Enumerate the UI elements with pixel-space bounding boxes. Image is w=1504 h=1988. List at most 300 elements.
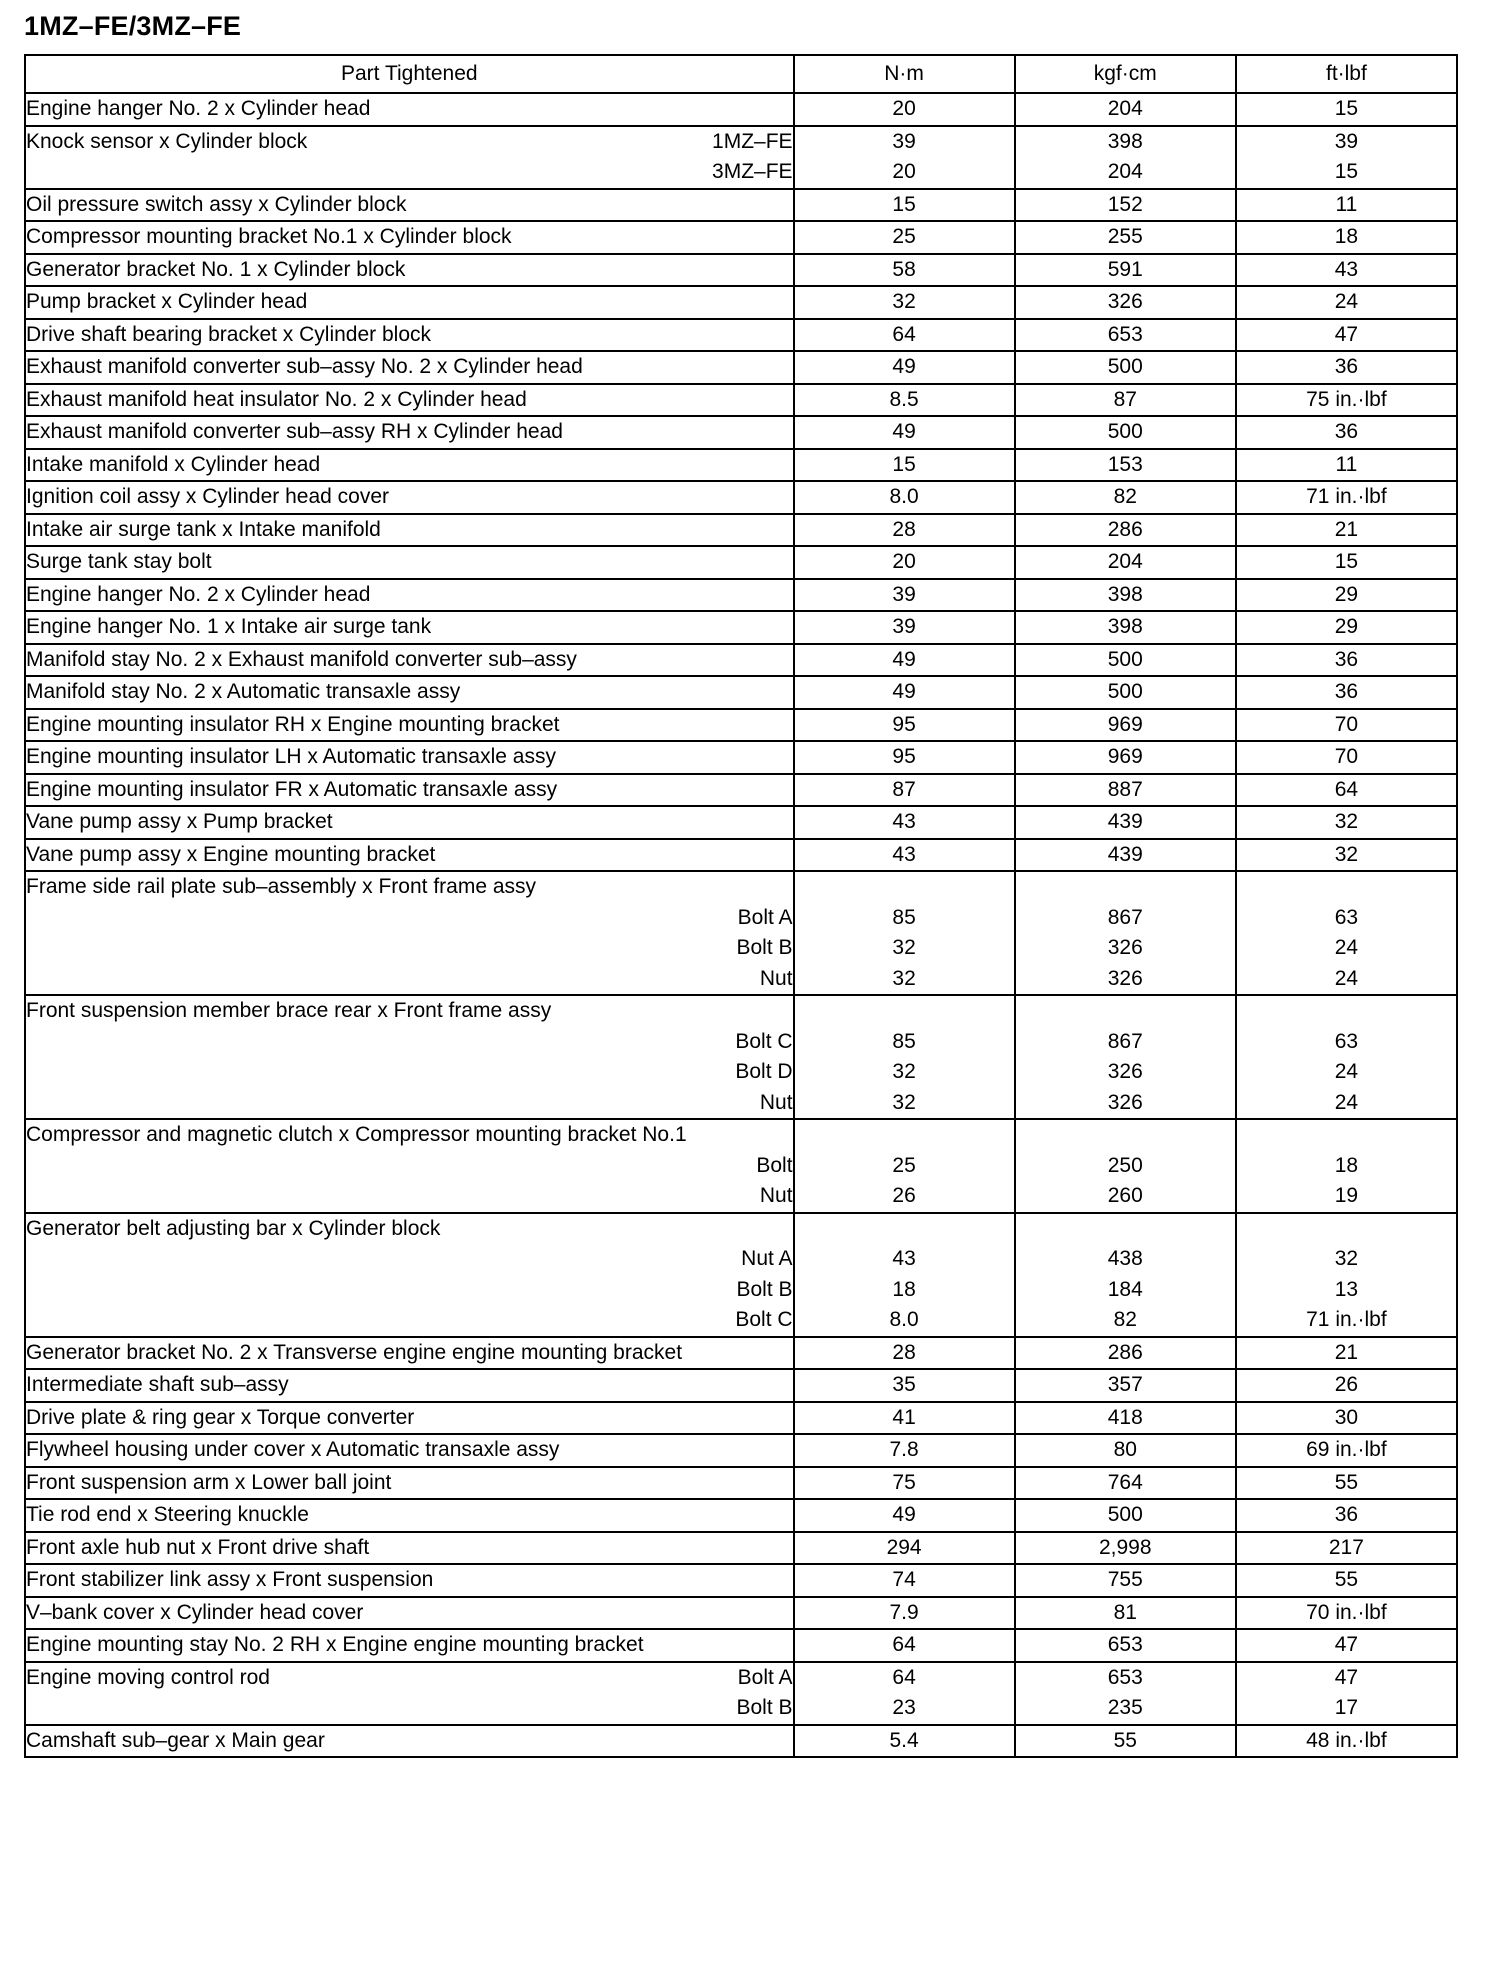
table-row (25, 741, 1457, 774)
table-row (25, 1369, 1457, 1402)
part-name: Drive shaft bearing bracket x Cylinder block (26, 322, 432, 346)
kgf-cm-value-cell (1015, 1434, 1236, 1467)
part-name: Front axle hub nut x Front drive shaft (26, 1535, 370, 1559)
part-cell (25, 481, 794, 514)
nm-value: 49 (892, 1503, 916, 1526)
part-name: Camshaft sub–gear x Main gear (26, 1728, 325, 1752)
part-cell (25, 449, 794, 482)
table-row (25, 871, 1457, 995)
part-name: Engine mounting insulator RH x Engine mounting bracket (26, 712, 560, 736)
nm-value-cell (794, 351, 1015, 384)
kgf-cm-value-cell (1015, 1662, 1236, 1725)
table-row (25, 1564, 1457, 1597)
kgf-cm-value-cell (1015, 611, 1236, 644)
ft-lbf-value: 15 (1334, 160, 1359, 183)
ft-lbf-value: 29 (1334, 582, 1359, 606)
part-cell (25, 319, 794, 352)
kgf-cm-value-cell (1015, 1467, 1236, 1500)
part-name: Engine hanger No. 2 x Cylinder head (26, 582, 371, 606)
ft-lbf-value-cell (1236, 93, 1457, 126)
part-name: Exhaust manifold converter sub–assy RH x Cylinder head (26, 420, 563, 443)
part-name: Engine mounting stay No. 2 RH x Engine engine mounting bracket (26, 1633, 644, 1656)
kgf-cm-value: 653 (1107, 1665, 1143, 1689)
ft-lbf-value-cell (1236, 995, 1457, 1119)
part-name: Front suspension arm x Lower ball joint (26, 1470, 392, 1494)
kgf-cm-value-cell (1015, 839, 1236, 872)
table-row (25, 676, 1457, 709)
nm-value-cell (794, 126, 1015, 189)
table-row (25, 1725, 1457, 1758)
nm-value-cell (794, 319, 1015, 352)
part-cell (25, 1532, 794, 1565)
nm-value: 49 (892, 420, 916, 443)
ft-lbf-value: 71 in.·lbf (1306, 1308, 1387, 1331)
kgf-cm-value: 357 (1107, 1373, 1143, 1396)
part-cell (25, 1467, 794, 1500)
ft-lbf-value-cell (1236, 1564, 1457, 1597)
part-cell (25, 1213, 794, 1337)
kgf-cm-value: 204 (1107, 550, 1143, 573)
ft-lbf-value-cell (1236, 449, 1457, 482)
ft-lbf-value: 36 (1334, 1503, 1359, 1526)
nm-value: 8.0 (889, 485, 919, 508)
kgf-cm-value-cell (1015, 1725, 1236, 1758)
ft-lbf-value-cell (1236, 1662, 1457, 1725)
part-name: Surge tank stay bolt (26, 550, 212, 573)
kgf-cm-value: 500 (1107, 355, 1143, 378)
nm-value-cell (794, 709, 1015, 742)
kgf-cm-value: 887 (1107, 777, 1143, 801)
nm-value-cell (794, 1725, 1015, 1758)
sub-label: Bolt D (735, 1060, 793, 1083)
nm-value: 39 (892, 129, 916, 153)
sub-label: 3MZ–FE (712, 160, 793, 183)
kgf-cm-value: 418 (1107, 1405, 1143, 1429)
table-row (25, 384, 1457, 417)
nm-value: 32 (892, 290, 916, 313)
table-row (25, 449, 1457, 482)
part-cell (25, 546, 794, 579)
nm-value: 43 (892, 1247, 916, 1270)
part-cell (25, 1402, 794, 1435)
part-cell (25, 1499, 794, 1532)
kgf-cm-value: 500 (1107, 680, 1143, 703)
nm-value: 15 (892, 452, 916, 476)
nm-value-cell (794, 1434, 1015, 1467)
part-name: Engine moving control rod (26, 1665, 270, 1689)
ft-lbf-value: 70 (1334, 745, 1359, 768)
ft-lbf-value-cell (1236, 319, 1457, 352)
table-row (25, 254, 1457, 287)
ft-lbf-value: 21 (1334, 1340, 1359, 1364)
page-title: 1MZ–FE/3MZ–FE (24, 11, 242, 41)
part-name: Exhaust manifold heat insulator No. 2 x Cylinder head (26, 387, 527, 411)
nm-value: 85 (892, 905, 916, 929)
kgf-cm-value-cell (1015, 1499, 1236, 1532)
part-name: Engine hanger No. 2 x Cylinder head (26, 97, 371, 120)
nm-value: 43 (892, 810, 916, 833)
nm-value-cell (794, 676, 1015, 709)
part-name: Front stabilizer link assy x Front suspension (26, 1568, 434, 1591)
kgf-cm-value-cell (1015, 416, 1236, 449)
table-row (25, 1532, 1457, 1565)
part-cell (25, 1119, 794, 1213)
part-name: Manifold stay No. 2 x Exhaust manifold converter sub–assy (26, 647, 577, 671)
kgf-cm-value: 438 (1107, 1247, 1143, 1270)
part-cell (25, 1662, 794, 1725)
kgf-cm-value-cell (1015, 1213, 1236, 1337)
ft-lbf-value: 63 (1334, 1029, 1359, 1053)
part-cell (25, 995, 794, 1119)
part-name: Vane pump assy x Pump bracket (26, 810, 333, 833)
nm-value: 49 (892, 647, 916, 671)
part-cell (25, 774, 794, 807)
kgf-cm-value-cell (1015, 1532, 1236, 1565)
kgf-cm-value: 235 (1107, 1696, 1143, 1719)
part-line (26, 1693, 793, 1724)
ft-lbf-value: 24 (1334, 290, 1359, 313)
nm-value: 75 (892, 1470, 916, 1494)
kgf-cm-value: 398 (1107, 129, 1143, 153)
nm-value-cell (794, 1213, 1015, 1337)
part-cell (25, 579, 794, 612)
sub-label: Bolt A (737, 1665, 793, 1689)
torque-spec-table (24, 54, 1458, 1758)
nm-value: 20 (892, 160, 916, 183)
nm-value-cell (794, 579, 1015, 612)
nm-value: 20 (892, 97, 916, 120)
ft-lbf-value-cell (1236, 579, 1457, 612)
kgf-cm-value-cell (1015, 774, 1236, 807)
nm-value-cell (794, 1629, 1015, 1662)
nm-value: 43 (892, 842, 916, 866)
kgf-cm-value: 969 (1107, 745, 1143, 768)
ft-lbf-value: 69 in.·lbf (1306, 1438, 1387, 1461)
part-name: Manifold stay No. 2 x Automatic transaxle assy (26, 680, 461, 703)
ft-lbf-value: 36 (1334, 680, 1359, 703)
part-cell (25, 514, 794, 547)
ft-lbf-value-cell (1236, 254, 1457, 287)
sub-label: Bolt C (735, 1029, 793, 1053)
table-row (25, 709, 1457, 742)
part-cell (25, 1369, 794, 1402)
nm-value: 28 (892, 1340, 916, 1364)
table-row (25, 1467, 1457, 1500)
nm-value: 20 (892, 550, 916, 573)
nm-value: 32 (892, 1060, 916, 1083)
ft-lbf-value: 36 (1334, 355, 1359, 378)
ft-lbf-value-cell (1236, 676, 1457, 709)
header-part-tightened: Part Tightened (25, 55, 794, 93)
nm-value-cell (794, 741, 1015, 774)
part-name: Intake manifold x Cylinder head (26, 452, 321, 476)
kgf-cm-value: 398 (1107, 582, 1143, 606)
nm-value-cell (794, 774, 1015, 807)
ft-lbf-value: 36 (1334, 420, 1359, 443)
kgf-cm-value: 326 (1107, 1090, 1143, 1114)
ft-lbf-value-cell (1236, 126, 1457, 189)
table-row (25, 351, 1457, 384)
table-row (25, 1629, 1457, 1662)
kgf-cm-value: 653 (1107, 1633, 1143, 1656)
kgf-cm-value: 755 (1107, 1568, 1143, 1591)
kgf-cm-value: 326 (1107, 290, 1143, 313)
ft-lbf-value: 18 (1334, 1153, 1359, 1177)
table-row (25, 806, 1457, 839)
nm-value: 32 (892, 936, 916, 959)
kgf-cm-value: 184 (1107, 1277, 1143, 1301)
nm-value: 74 (892, 1568, 916, 1591)
ft-lbf-value: 47 (1334, 322, 1359, 346)
nm-value: 39 (892, 615, 916, 638)
ft-lbf-value: 17 (1334, 1696, 1359, 1719)
nm-value: 23 (892, 1696, 916, 1719)
table-row (25, 774, 1457, 807)
sub-label: Bolt B (736, 936, 793, 959)
nm-value: 18 (892, 1277, 916, 1301)
nm-value-cell (794, 221, 1015, 254)
kgf-cm-value-cell (1015, 481, 1236, 514)
nm-value: 8.0 (889, 1308, 919, 1331)
nm-value: 28 (892, 517, 916, 541)
table-row (25, 416, 1457, 449)
nm-value: 5.4 (889, 1728, 919, 1752)
part-name: Exhaust manifold converter sub–assy No. 2 x Cylinder head (26, 355, 583, 378)
table-row (25, 93, 1457, 126)
sub-label: Bolt A (737, 905, 793, 929)
ft-lbf-value-cell (1236, 774, 1457, 807)
nm-value-cell (794, 93, 1015, 126)
nm-value-cell (794, 189, 1015, 222)
table-row (25, 1119, 1457, 1213)
nm-value-cell (794, 806, 1015, 839)
sub-label: Nut (759, 966, 793, 990)
ft-lbf-value: 24 (1334, 1060, 1359, 1083)
part-cell (25, 1564, 794, 1597)
sub-label: Bolt (756, 1153, 793, 1177)
ft-lbf-value-cell (1236, 1434, 1457, 1467)
kgf-cm-value: 82 (1113, 485, 1137, 508)
ft-lbf-value-cell (1236, 1629, 1457, 1662)
part-name: Oil pressure switch assy x Cylinder block (26, 192, 407, 216)
part-name: Tie rod end x Steering knuckle (26, 1503, 309, 1526)
nm-value-cell (794, 481, 1015, 514)
part-name: Intake air surge tank x Intake manifold (26, 517, 381, 541)
table-row (25, 1662, 1457, 1725)
nm-value-cell (794, 384, 1015, 417)
sub-label: Nut A (741, 1247, 793, 1270)
nm-value-cell (794, 254, 1015, 287)
ft-lbf-value-cell (1236, 1119, 1457, 1213)
table-row (25, 126, 1457, 189)
table-row (25, 286, 1457, 319)
table-row (25, 995, 1457, 1119)
kgf-cm-value: 153 (1107, 452, 1143, 476)
ft-lbf-value-cell (1236, 1597, 1457, 1630)
kgf-cm-value-cell (1015, 546, 1236, 579)
kgf-cm-value-cell (1015, 189, 1236, 222)
part-name: Generator belt adjusting bar x Cylinder block (26, 1216, 441, 1240)
kgf-cm-value: 82 (1113, 1308, 1137, 1331)
nm-value: 7.9 (889, 1600, 919, 1624)
nm-value-cell (794, 1369, 1015, 1402)
part-cell (25, 254, 794, 287)
nm-value: 294 (886, 1535, 922, 1559)
sub-label: Bolt B (736, 1696, 793, 1719)
table-row (25, 579, 1457, 612)
part-cell (25, 126, 794, 189)
part-cell (25, 189, 794, 222)
ft-lbf-value-cell (1236, 644, 1457, 677)
ft-lbf-value: 55 (1334, 1470, 1359, 1494)
nm-value-cell (794, 1119, 1015, 1213)
header-nm: N·m (794, 55, 1015, 93)
part-line (26, 127, 793, 158)
nm-value: 7.8 (889, 1438, 919, 1461)
ft-lbf-value: 26 (1334, 1373, 1359, 1396)
kgf-cm-value: 439 (1107, 810, 1143, 833)
kgf-cm-value-cell (1015, 1597, 1236, 1630)
ft-lbf-value-cell (1236, 1499, 1457, 1532)
sub-label: 1MZ–FE (712, 129, 793, 153)
kgf-cm-value-cell (1015, 1402, 1236, 1435)
part-name: Engine mounting insulator FR x Automatic transaxle assy (26, 777, 558, 801)
kgf-cm-value: 286 (1107, 517, 1143, 541)
ft-lbf-value-cell (1236, 1369, 1457, 1402)
kgf-cm-value-cell (1015, 806, 1236, 839)
part-cell (25, 286, 794, 319)
table-row (25, 221, 1457, 254)
ft-lbf-value: 15 (1334, 550, 1359, 573)
ft-lbf-value: 24 (1334, 936, 1359, 959)
ft-lbf-value: 32 (1334, 1247, 1359, 1270)
kgf-cm-value: 55 (1113, 1728, 1137, 1752)
ft-lbf-value: 217 (1328, 1535, 1364, 1559)
nm-value-cell (794, 1532, 1015, 1565)
kgf-cm-value-cell (1015, 644, 1236, 677)
nm-value: 41 (892, 1405, 916, 1429)
part-cell (25, 871, 794, 995)
kgf-cm-value: 326 (1107, 936, 1143, 959)
kgf-cm-value: 326 (1107, 966, 1143, 990)
part-name: Pump bracket x Cylinder head (26, 290, 308, 313)
ft-lbf-value: 63 (1334, 905, 1359, 929)
ft-lbf-value-cell (1236, 871, 1457, 995)
kgf-cm-value-cell (1015, 579, 1236, 612)
nm-value: 32 (892, 966, 916, 990)
ft-lbf-value: 32 (1334, 810, 1359, 833)
table-row (25, 1213, 1457, 1337)
part-cell (25, 839, 794, 872)
kgf-cm-value: 500 (1107, 1503, 1143, 1526)
nm-value: 49 (892, 355, 916, 378)
kgf-cm-value-cell (1015, 741, 1236, 774)
ft-lbf-value: 55 (1334, 1568, 1359, 1591)
ft-lbf-value: 18 (1334, 225, 1359, 248)
nm-value: 64 (892, 1633, 916, 1656)
kgf-cm-value: 591 (1107, 257, 1143, 281)
nm-value-cell (794, 1499, 1015, 1532)
kgf-cm-value-cell (1015, 126, 1236, 189)
part-cell (25, 741, 794, 774)
part-cell (25, 93, 794, 126)
nm-value: 35 (892, 1373, 916, 1396)
nm-value-cell (794, 286, 1015, 319)
ft-lbf-value: 71 in.·lbf (1306, 485, 1387, 508)
ft-lbf-value-cell (1236, 189, 1457, 222)
nm-value-cell (794, 449, 1015, 482)
table-row (25, 189, 1457, 222)
part-cell (25, 806, 794, 839)
ft-lbf-value: 64 (1334, 777, 1359, 801)
nm-value-cell (794, 1467, 1015, 1500)
sub-label: Nut (759, 1184, 793, 1207)
nm-value-cell (794, 1402, 1015, 1435)
table-row (25, 1434, 1457, 1467)
ft-lbf-value-cell (1236, 1213, 1457, 1337)
kgf-cm-value-cell (1015, 709, 1236, 742)
kgf-cm-value-cell (1015, 1629, 1236, 1662)
part-name: Compressor and magnetic clutch x Compressor mounting bracket No.1 (26, 1123, 687, 1146)
nm-value: 95 (892, 712, 916, 736)
kgf-cm-value: 867 (1107, 1029, 1143, 1053)
nm-value-cell (794, 1337, 1015, 1370)
kgf-cm-value: 204 (1107, 160, 1143, 183)
kgf-cm-value: 260 (1107, 1184, 1143, 1207)
nm-value-cell (794, 611, 1015, 644)
ft-lbf-value-cell (1236, 806, 1457, 839)
ft-lbf-value-cell (1236, 1725, 1457, 1758)
ft-lbf-value-cell (1236, 351, 1457, 384)
kgf-cm-value: 204 (1107, 97, 1143, 120)
table-row (25, 481, 1457, 514)
kgf-cm-value: 867 (1107, 905, 1143, 929)
ft-lbf-value: 47 (1334, 1665, 1359, 1689)
ft-lbf-value-cell (1236, 416, 1457, 449)
ft-lbf-value: 36 (1334, 647, 1359, 671)
nm-value: 25 (892, 225, 916, 248)
kgf-cm-value: 439 (1107, 842, 1143, 866)
ft-lbf-value: 47 (1334, 1633, 1359, 1656)
part-name: Ignition coil assy x Cylinder head cover (26, 485, 390, 508)
header-kgf-cm: kgf·cm (1015, 55, 1236, 93)
table-row (25, 514, 1457, 547)
table-row (25, 839, 1457, 872)
nm-value-cell (794, 995, 1015, 1119)
kgf-cm-value-cell (1015, 871, 1236, 995)
sub-label: Nut (759, 1090, 793, 1114)
nm-value-cell (794, 871, 1015, 995)
nm-value: 64 (892, 1665, 916, 1689)
ft-lbf-value-cell (1236, 1402, 1457, 1435)
ft-lbf-value-cell (1236, 481, 1457, 514)
part-cell (25, 644, 794, 677)
ft-lbf-value: 75 in.·lbf (1306, 387, 1387, 411)
ft-lbf-value: 24 (1334, 966, 1359, 990)
table-row (25, 546, 1457, 579)
kgf-cm-value-cell (1015, 319, 1236, 352)
table-row (25, 611, 1457, 644)
part-cell (25, 676, 794, 709)
ft-lbf-value: 70 in.·lbf (1306, 1600, 1387, 1624)
part-cell (25, 611, 794, 644)
table-row (25, 1402, 1457, 1435)
ft-lbf-value-cell (1236, 741, 1457, 774)
ft-lbf-value-cell (1236, 384, 1457, 417)
kgf-cm-value: 286 (1107, 1340, 1143, 1364)
kgf-cm-value: 81 (1113, 1600, 1137, 1624)
table-body (25, 93, 1457, 1757)
